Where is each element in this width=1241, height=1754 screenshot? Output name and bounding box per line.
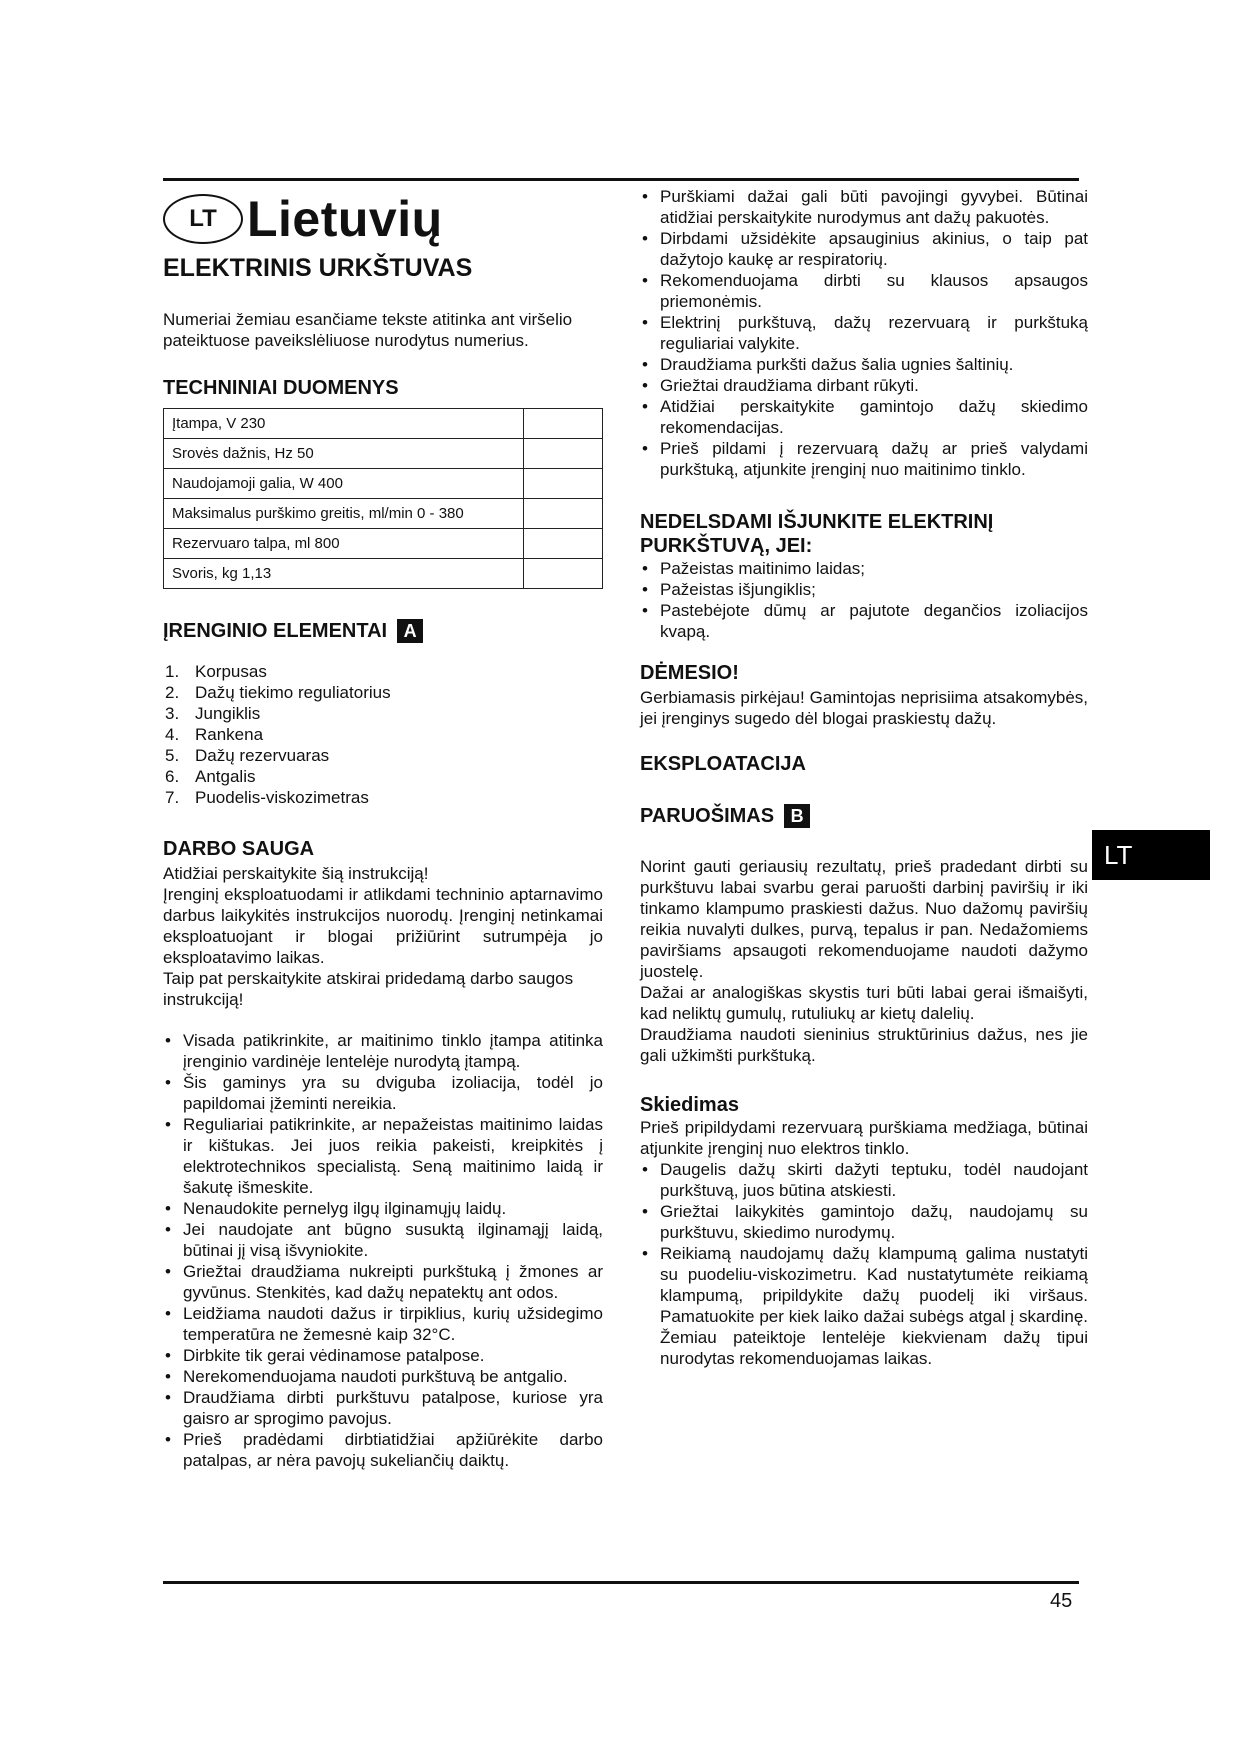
table-row — [164, 469, 603, 499]
safety-text-1: Atidžiai perskaitykite šią instrukciją! — [163, 864, 429, 883]
table-cell: Naudojamoji galia, W 400 — [164, 469, 524, 499]
list-item: 3. Jungiklis — [165, 704, 261, 723]
list-item: • Visada patikrinkite, ar maitinimo tinklo įtampa atitinka įrenginio vardinėje lentelėje nurodytą įtampą. — [163, 1030, 603, 1072]
list-item: • Nerekomenduojama naudoti purkštuvą be antgalio. — [163, 1366, 603, 1387]
page-number: 45 — [1050, 1590, 1073, 1612]
switch-off-heading-line-2: PURKŠTUVĄ, JEI: — [640, 535, 813, 557]
figure-badge-b: B — [784, 804, 810, 828]
left-column — [163, 186, 603, 1471]
dilution-heading-text: Skiedimas — [640, 1094, 739, 1116]
safety-text-2: Įrenginį eksploatuodami ir atlikdami techninio aptarnavimo darbus laikykitės instrukcijos nuorodų. Įrenginį netinkamai eksploatuojant ir blogai prižiūrint sutrumpėja jo eksploatavimo laikas. — [163, 885, 603, 967]
dilution-heading — [640, 1094, 1088, 1117]
list-item: • Prieš pradėdami dirbtiatidžiai apžiūrėkite darbo patalpas, ar nėra pavojų sukeliančių daiktų. — [163, 1429, 603, 1471]
table-cell-empty — [524, 499, 603, 529]
preparation-text-3: Draudžiama naudoti sieninius struktūrinius dažus, nes jie gali užkimšti purkštuką. — [640, 1025, 1088, 1065]
list-item: • Dirbkite tik gerai vėdinamose patalpose. — [163, 1345, 603, 1366]
list-item: • Griežtai draudžiama dirbant rūkyti. — [640, 375, 1088, 396]
list-item: 4. Rankena — [165, 725, 264, 744]
list-item: • Reguliariai patikrinkite, ar nepažeistas maitinimo laidas ir kištukas. Jei juos reikia pakeisti, kreipkitės į elektrotechnikos specialistą. Seną maitinimo laidą ir šakutę išmeskite. — [163, 1114, 603, 1198]
list-item: • Elektrinį purkštuvą, dažų rezervuarą ir purkštuką reguliariai valykite. — [640, 312, 1088, 354]
list-item: • Atidžiai perskaitykite gamintojo dažų skiedimo rekomendacijas. — [640, 396, 1088, 438]
operation-heading — [640, 753, 1088, 776]
language-title: Lietuvių — [247, 191, 443, 247]
table-cell-empty — [524, 559, 603, 589]
table-cell: Rezervuaro talpa, ml 800 — [164, 529, 524, 559]
list-item: 2. Dažų tiekimo reguliatorius — [165, 683, 391, 702]
attention-heading — [640, 662, 1088, 685]
table-cell: Srovės dažnis, Hz 50 — [164, 439, 524, 469]
list-item: 6. Antgalis — [165, 767, 256, 786]
tech-data-heading-text: TECHNINIAI DUOMENYS — [163, 377, 399, 399]
tech-data-table — [163, 408, 603, 589]
attention-heading-text: DĖMESIO! — [640, 662, 739, 684]
switch-off-bullets — [640, 558, 1088, 642]
safety-bullets-left — [163, 1030, 603, 1471]
list-item: • Griežtai laikykitės gamintojo dažų, naudojamų su purkštuvu, skiedimo nurodymų. — [640, 1201, 1088, 1243]
list-item: • Reikiamą naudojamų dažų klampumą galima nustatyti su puodeliu-viskozimetru. Kad nustatytumėte reikiamą klampumą, pripildykite dažų puodelį iki viršaus. Pamatuokite per kiek laiko dažai subėgs atgal į skardinę. Žemiau pateiktoje lentelėje kiekvienam dažų tipui nurodytas rekomenduojamas laikas. — [640, 1243, 1088, 1369]
list-item: • Pastebėjote dūmų ar pajutote degančios izoliacijos kvapą. — [640, 600, 1088, 642]
preparation-text-1: Norint gauti geriausių rezultatų, prieš pradedant dirbti su purkštuvu labai svarbu gerai paruošti darbinį paviršių ir iki tinkamo klampumo praskiesti dažus. Nuo dažomų paviršių reikia nuvalyti dulkes, purvą, tepalus ir pan. Nedažomiems paviršiams apsaugoti rekomenduojame naudoti dažymo juostelę. — [640, 857, 1088, 981]
table-cell: Svoris, kg 1,13 — [164, 559, 524, 589]
dilution-text: Prieš pripildydami rezervuarą purškiama medžiaga, būtinai atjunkite įrenginį nuo elektros tinklo. — [640, 1118, 1088, 1158]
operation-heading-text: EKSPLOATACIJA — [640, 753, 806, 775]
safety-bullets-right — [640, 186, 1088, 480]
list-item: • Pažeistas išjungiklis; — [640, 579, 1088, 600]
spacer — [163, 1010, 603, 1030]
safety-heading — [163, 838, 603, 861]
switch-off-heading — [640, 510, 1088, 558]
table-cell-empty — [524, 439, 603, 469]
safety-heading-text: DARBO SAUGA — [163, 838, 315, 860]
list-item: • Leidžiama naudoti dažus ir tirpiklius, kurių užsidegimo temperatūra ne žemesnė kaip 32°C. — [163, 1303, 603, 1345]
list-item: • Jei naudojate ant būgno susuktą ilginamąjį laidą, būtinai jį visą išvyniokite. — [163, 1219, 603, 1261]
bottom-rule — [163, 1581, 1079, 1584]
table-row — [164, 409, 603, 439]
list-item: 7. Puodelis-viskozimetras — [165, 788, 369, 807]
dilution-bullets — [640, 1159, 1088, 1369]
table-cell-empty — [524, 409, 603, 439]
list-item: • Purškiami dažai gali būti pavojingi gyvybei. Būtinai atidžiai perskaitykite nurodymus ant dažų pakuotės. — [640, 186, 1088, 228]
language-header — [163, 188, 603, 250]
table-row — [164, 529, 603, 559]
table-cell-empty — [524, 469, 603, 499]
list-item: 5. Dažų rezervuaras — [165, 746, 330, 765]
preparation-text-2: Dažai ar analogiškas skystis turi būti labai gerai išmaišyti, kad neliktų gumulų, rutuliukų ar kietų dalelių. — [640, 983, 1088, 1023]
list-item: • Draudžiama purkšti dažus šalia ugnies šaltinių. — [640, 354, 1088, 375]
right-column — [640, 186, 1088, 1369]
list-item: • Prieš pildami į rezervuarą dažų ar prieš valydami purkštuką, atjunkite įrenginį nuo maitinimo tinklo. — [640, 438, 1088, 480]
safety-text-3: Taip pat perskaitykite atskirai pridedamą darbo saugos instrukciją! — [163, 969, 574, 1009]
attention-text: Gerbiamasis pirkėjau! Gamintojas neprisiima atsakomybės, jei įrenginys sugedo dėl blogai praskiestų dažų. — [640, 688, 1088, 728]
language-code-badge: LT — [163, 194, 243, 244]
language-side-tab: LT — [1092, 830, 1210, 880]
table-cell: Įtampa, V 230 — [164, 409, 524, 439]
list-item: • Daugelis dažų skirti dažyti teptuku, todėl naudojant purkštuvą, juos būtina atskiesti. — [640, 1159, 1088, 1201]
table-row — [164, 499, 603, 529]
figure-badge-a: A — [397, 619, 423, 643]
list-item: • Dirbdami užsidėkite apsauginius akinius, o taip pat dažytojo kaukę ar respiratorių. — [640, 228, 1088, 270]
list-item: • Šis gaminys yra su dviguba izoliacija, todėl jo papildomai įžeminti nereikia. — [163, 1072, 603, 1114]
preparation-heading — [640, 804, 1088, 828]
list-item: • Rekomenduojama dirbti su klausos apsaugos priemonėmis. — [640, 270, 1088, 312]
preparation-heading-text: PARUOŠIMAS — [640, 804, 775, 827]
table-cell-empty — [524, 529, 603, 559]
table-cell: Maksimalus purškimo greitis, ml/min 0 - 380 — [164, 499, 524, 529]
intro-text: Numeriai žemiau esančiame tekste atitinka ant viršelio pateiktuose paveikslėliuose nurodytus numerius. — [163, 310, 573, 350]
list-item: • Pažeistas maitinimo laidas; — [640, 558, 1088, 579]
table-row — [164, 439, 603, 469]
list-item: • Nenaudokite pernelyg ilgų ilginamųjų laidų. — [163, 1198, 603, 1219]
list-item: • Draudžiama dirbti purkštuvu patalpose, kuriose yra gaisro ar sprogimo pavojus. — [163, 1387, 603, 1429]
elements-heading — [163, 619, 603, 643]
list-item: 1. Korpusas — [165, 662, 267, 681]
elements-list — [163, 661, 603, 808]
tech-data-heading — [163, 377, 603, 400]
list-item: • Griežtai draudžiama nukreipti purkštuką į žmones ar gyvūnus. Stenkitės, kad dažų nepatektų ant odos. — [163, 1261, 603, 1303]
switch-off-heading-line-1: NEDELSDAMI IŠJUNKITE ELEKTRINĮ — [640, 511, 994, 533]
document-title: ELEKTRINIS URKŠTUVAS — [163, 254, 473, 282]
top-rule — [163, 178, 1079, 181]
table-row — [164, 559, 603, 589]
elements-heading-text: ĮRENGINIO ELEMENTAI — [163, 619, 388, 642]
